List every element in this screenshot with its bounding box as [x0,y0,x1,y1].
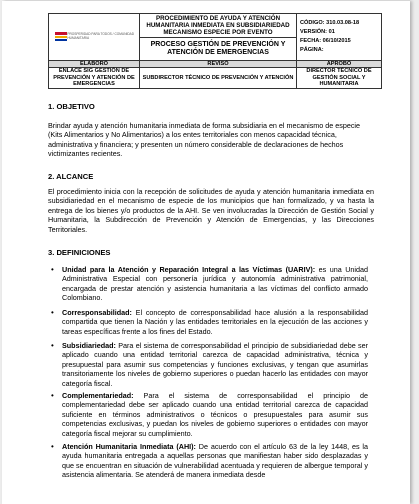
signature-value-elaboro: ENLACE SIG GESTIÓN DE PREVENCIÓN Y ATENCIÓN DE EMERGENCIAS [49,68,140,89]
logo-cell [49,14,140,61]
procedure-title: PROCEDIMIENTO DE AYUDA Y ATENCIÓN HUMANITARIA INMEDIATA EN SUBSIDIARIEDAD MECANISMO ESPECIE POR EVENTO [140,14,297,38]
bullet-icon: • [51,442,54,451]
definition-text: El concepto de corresponsabilidad hace alusión a la responsabilidad compartida que tienen la Nación y las entidades territoriales en la ejecución de las acciones y tareas específicas frente a los fines del Estado. [62,308,368,336]
definition-text: De acuerdo con el artículo 63 de la ley 1448, es la ayuda humanitaria entregada a aquellas personas que manifiestan haber sido desplazadas y que se encuentran en situación de vulnerabilidad acentuada y requieren de albergue temporal y asistencia alimentaria. Se atenderá de manera inmediata desde [62,442,368,480]
section-body-objetivo: Brindar ayuda y atención humanitaria inmediata de forma subsidiaria en el mecanismo de especie (Kits Alimentarios y No Alimentarios) a los entes territoriales con menos capacidad técnica, administrativa y financiera; y presenten un número considerable de declaraciones de hechos victimizantes recientes. [48,121,361,159]
definition-term: Atención Humanitaria Inmediata (AHI): [62,442,196,451]
signature-head-aprobo: APROBÓ [297,61,382,68]
definition-text: es una Unidad Administrativa Especial con personería jurídica y autonomía administrativa patrimonial, encargada de prestar atención y asistencia humanitaria a las víctimas del conflicto armado Colombiano. [62,265,368,303]
signature-value-aprobo: DIRECTOR TÉCNICO DE GESTIÓN SOCIAL Y HUMANITARIA [297,68,382,89]
signature-value-reviso: SUBDIRECTOR TÉCNICO DE PREVENCIÓN Y ATENCIÓN [140,68,297,89]
document-page [2,1,410,504]
process-name: PROCESO GESTIÓN DE PREVENCIÓN Y ATENCIÓN DE EMERGENCIAS [140,38,297,61]
definition-item-corresponsabilidad [48,308,368,336]
definition-item-ahi [48,442,368,480]
document-date: FECHA: 06/10/2015 [300,38,351,44]
bullet-icon: • [51,265,54,274]
bullet-icon: • [51,391,54,400]
section-body-alcance: El procedimiento inicia con la recepción de solicitudes de ayuda y atención humanitaria inmediata en subsidiariedad en el mecanismo de especie de los municipios que han formalizado, y va hasta la entrega de los bienes y/o productos de la AHI. Se ven involucradas la Dirección de Gestión Social y Humanitaria, la Subdirección de Prevención y Atención de Emergencias, y las Direcciones Territoriales. [48,187,374,234]
definition-text: Para el sistema de corresponsabilidad el principio de subsidiariedad debe ser aplicado cuando una entidad territorial carezca de capacidad administrativa, técnica y presupuestal para asumir sus competencias y funciones exclusivas, y tengan que asumirlas transitoriamente los niveles de gobierno superiores o puedan hacerlo las entidades con mayor categoría fiscal. [62,341,368,388]
definition-term: Subsidiariedad: [62,341,116,350]
bullet-icon: • [51,341,54,350]
document-version: VERSIÓN: 01 [300,29,335,35]
signature-head-reviso: REVISÓ [140,61,297,68]
document-metadata [297,14,382,61]
document-code: CÓDIGO: 310.03.08-18 [300,20,360,26]
definition-item-subsidiariedad [48,341,368,388]
flag-logo-icon [55,32,64,42]
definition-term: Complementariedad: [62,391,134,400]
section-heading-alcance: 2. ALCANCE [48,172,94,181]
section-heading-definiciones: 3. DEFINICIONES [48,248,111,257]
document-page: PÁGINA: [300,47,324,53]
logo-text: PROSPERIDAD PARA TODOS / COMUNIDAD HUMANITARIA [67,32,135,40]
definition-item-uariv [48,265,368,303]
definition-term: Corresponsabilidad: [62,308,132,317]
definition-term: Unidad para la Atención y Reparación Integral a las Víctimas (UARIV): [62,265,316,274]
section-heading-objetivo: 1. OBJETIVO [48,102,95,111]
bullet-icon: • [51,308,54,317]
definition-text: Para el sistema de corresponsabilidad el principio de complementariedad debe ser aplicado cuando una entidad territorial carezca de capacidad suficiente en términos administrativos o técnicos o presupuestales para asumir sus competencias exclusivas, y puedan los niveles de gobierno superiores o entidades con mayor categoría fiscal mejorar su cumplimiento. [62,391,368,438]
institution-logo [51,32,137,42]
definition-item-complementariedad [48,391,368,438]
document-header-table [48,13,382,89]
signature-head-elaboro: ELABORÓ [49,61,140,68]
